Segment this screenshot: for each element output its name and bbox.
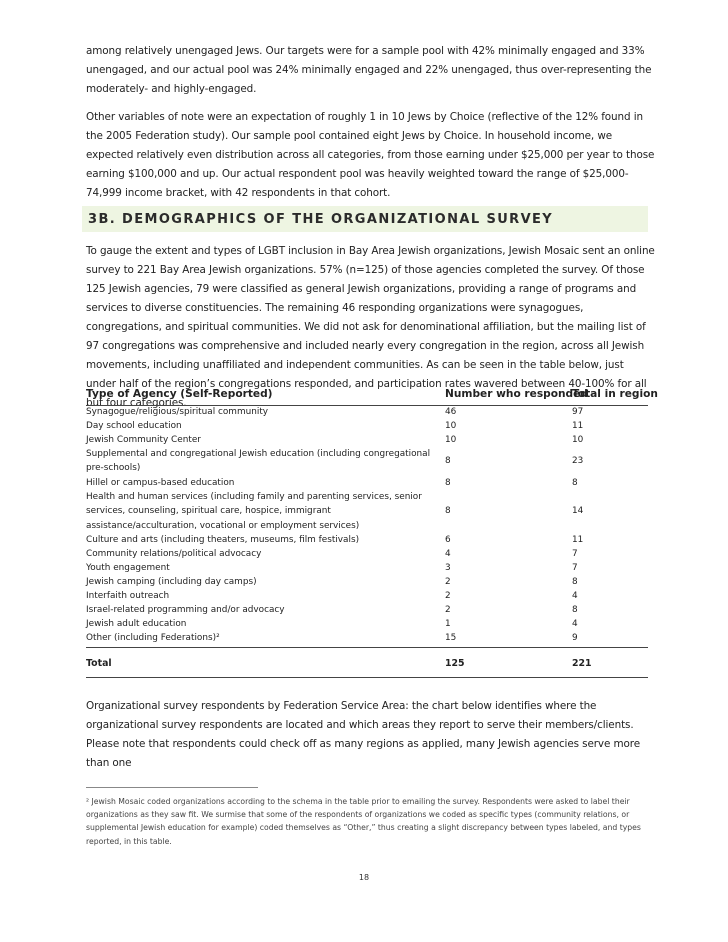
row-total: 7: [572, 549, 578, 559]
row-responded: 8: [445, 506, 451, 516]
row-type: Culture and arts (including theaters, museums, film festivals): [86, 535, 360, 545]
row-type: Jewish adult education: [86, 619, 187, 629]
table-bottom-rule: [86, 677, 648, 678]
row-responded: 2: [445, 577, 451, 587]
row-type: Day school education: [86, 421, 182, 431]
row-total: 23: [572, 456, 584, 466]
row-total: 10: [572, 435, 584, 445]
row-total: 97: [572, 407, 584, 417]
total-responded: 125: [445, 658, 465, 669]
row-total: 11: [572, 421, 584, 431]
row-type: Israel-related programming and/or advocacy: [86, 605, 285, 615]
row-total: 7: [572, 563, 578, 573]
row-type: Hillel or campus-based education: [86, 478, 235, 488]
paragraph-organizational-survey: To gauge the extent and types of LGBT inclusion in Bay Area Jewish organizations, Jewish Mosaic sent an online survey to 221 Bay Area Jewish organizations. 57% (n=125) of those agencies completed the survey. Of those 125 Jewish agencies, 79 were classified as general Jewish organizations, providing a range of programs and services to diverse constituencies. The remaining 46 responding organizations were synagogues, congregations, and spiritual communities. We did not ask for denominational affiliation, but the mailing list of 97 congregations was comprehensive and included nearly every congregation in the region, across all Jewish movements, including unaffiliated and independent communities. As can be seen in the table below, just under half of the region’s congregations responded, and participation rates wavered between 40-100% for all but four categories.: [86, 245, 655, 409]
row-responded: 4: [445, 549, 451, 559]
row-total: 4: [572, 591, 578, 601]
row-total: 11: [572, 535, 584, 545]
row-responded: 1: [445, 619, 451, 629]
row-responded: 10: [445, 435, 457, 445]
footnote-rule: [86, 787, 258, 788]
paragraph-engagement: among relatively unengaged Jews. Our targets were for a sample pool with 42% minimally engaged and 33% unengaged, and our actual pool was 24% minimally engaged and 22% unengaged, thus over-representing the moderately- and highly-engaged.: [86, 45, 652, 95]
row-responded: 3: [445, 563, 451, 573]
paragraph-service-area: Organizational survey respondents by Federation Service Area: the chart below identifies where the organizational survey respondents are located and which areas they report to serve their members/clients. Please note that respondents could check off as many regions as applied, many Jewish agencies serve more than one: [86, 700, 640, 769]
row-type: Jewish Community Center: [86, 435, 201, 445]
row-responded: 15: [445, 633, 457, 643]
row-type: Synagogue/religious/spiritual community: [86, 407, 269, 417]
row-total: 8: [572, 478, 578, 488]
header-responded: Number who responded: [445, 388, 588, 400]
row-total: 9: [572, 633, 578, 643]
total-label: Total: [86, 658, 112, 669]
paragraph-variables: Other variables of note were an expectation of roughly 1 in 10 Jews by Choice (reflective of the 12% found in the 2005 Federation study). Our sample pool contained eight Jews by Choice. In household income, we expected relatively even distribution across all categories, from those earning under $25,000 per year to those earning $100,000 and up. Our actual respondent pool was heavily weighted toward the range of $25,000-74,999 income bracket, with 42 respondents in that cohort.: [86, 111, 655, 199]
row-responded: 10: [445, 421, 457, 431]
total-rule: [86, 647, 648, 648]
row-total: 8: [572, 605, 578, 615]
row-type: Community relations/political advocacy: [86, 549, 262, 559]
row-responded: 6: [445, 535, 451, 545]
header-total: Total in region: [572, 388, 658, 400]
page-number: 18: [358, 873, 370, 882]
row-responded: 8: [445, 456, 451, 466]
row-responded: 2: [445, 591, 451, 601]
row-total: 8: [572, 577, 578, 587]
row-type: Health and human services (including family and parenting services, senior services, counseling, spiritual care, hospice, immigrant assistance/acculturation, vocational or employment services): [86, 492, 422, 531]
row-type: Jewish camping (including day camps): [86, 577, 257, 587]
row-total: 14: [572, 506, 584, 516]
row-total: 4: [572, 619, 578, 629]
row-responded: 8: [445, 478, 451, 488]
footnote: ² Jewish Mosaic coded organizations according to the schema in the table prior to emailing the survey. Respondents were asked to label their organizations as they saw fit. We surmise that some of the respondents of organizations we coded as specific types (community relations, or supplemental Jewish education for example) coded themselves as “Other,” thus creating a slight discrepancy between types labeled, and types reported, in this table.: [86, 797, 641, 846]
row-responded: 46: [445, 407, 457, 417]
row-type: Other (including Federations)²: [86, 633, 220, 643]
total-in-region: 221: [572, 658, 592, 669]
row-type: Youth engagement: [86, 563, 170, 573]
row-type: Interfaith outreach: [86, 591, 170, 601]
header-type: Type of Agency (Self-Reported): [86, 388, 273, 400]
row-responded: 2: [445, 605, 451, 615]
section-heading: 3B. DEMOGRAPHICS OF THE ORGANIZATIONAL SURVEY: [88, 212, 554, 227]
row-type: Supplemental and congregational Jewish education (including congregational pre-schools): [86, 449, 431, 474]
